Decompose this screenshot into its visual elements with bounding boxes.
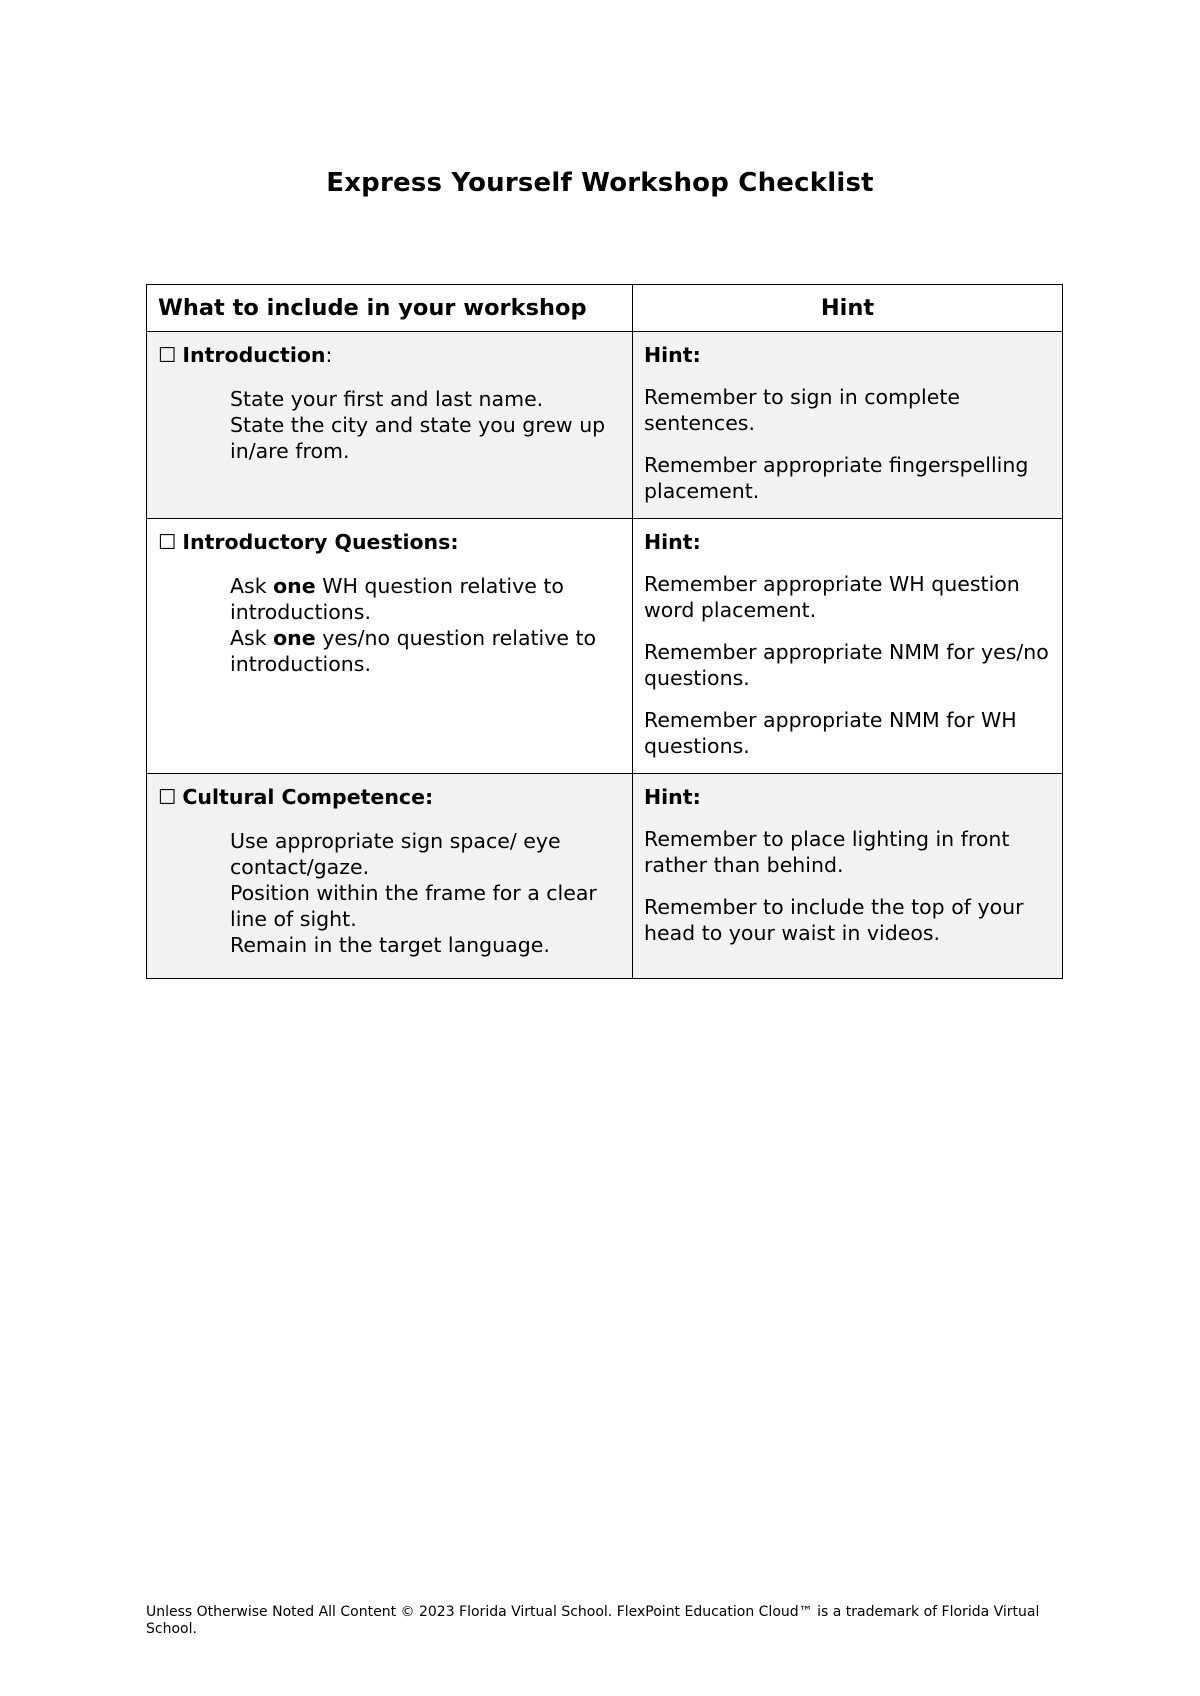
hint-text: Remember to include the top of your head to your waist in videos. bbox=[644, 895, 1024, 945]
table-row-cultural-competence bbox=[147, 774, 1063, 979]
item-emphasis: one bbox=[273, 626, 316, 650]
include-cell bbox=[147, 519, 633, 774]
checkbox-cultural-competence[interactable]: ☐ bbox=[158, 785, 177, 809]
checklist-items bbox=[158, 573, 621, 697]
table-header-row bbox=[147, 285, 1063, 332]
hint-text: Remember appropriate NMM for WH questions. bbox=[644, 708, 1017, 758]
hint-text: Remember appropriate NMM for yes/no questions. bbox=[644, 640, 1049, 690]
column-header-hint: Hint bbox=[633, 285, 1063, 332]
hint-cell bbox=[633, 519, 1063, 774]
list-item bbox=[230, 573, 621, 625]
section-heading bbox=[158, 784, 621, 810]
item-text: WH question relative to introductions. bbox=[230, 574, 564, 624]
table-row-introductory-questions bbox=[147, 519, 1063, 774]
list-item: Use appropriate sign space/ eye contact/gaze. bbox=[230, 829, 561, 879]
hint-label: Hint: bbox=[644, 343, 701, 367]
item-text: yes/no question relative to introductions. bbox=[230, 626, 597, 676]
section-heading bbox=[158, 529, 621, 555]
section-title-suffix: : bbox=[325, 343, 333, 367]
page-title: Express Yourself Workshop Checklist bbox=[326, 168, 874, 198]
section-title: Cultural Competence: bbox=[182, 785, 434, 809]
table-row-introduction bbox=[147, 332, 1063, 519]
include-cell bbox=[147, 332, 633, 519]
list-item: State the city and state you grew up in/are from. bbox=[230, 413, 606, 463]
hint-text: Remember to sign in complete sentences. bbox=[644, 385, 961, 435]
section-title: Introduction bbox=[182, 343, 326, 367]
column-header-include: What to include in your workshop bbox=[147, 285, 633, 332]
list-item bbox=[230, 625, 621, 677]
hint-text: Remember appropriate WH question word placement. bbox=[644, 572, 1020, 622]
checkbox-introductory-questions[interactable]: ☐ bbox=[158, 530, 177, 554]
hint-text: Remember to place lighting in front rather than behind. bbox=[644, 827, 1010, 877]
list-item: Remain in the target language. bbox=[230, 933, 550, 957]
hint-text: Remember appropriate fingerspelling placement. bbox=[644, 453, 1029, 503]
hint-cell bbox=[633, 774, 1063, 979]
footer-copyright: Unless Otherwise Noted All Content © 2023 Florida Virtual School. FlexPoint Education Cloud™ is a trademark of Florida Virtual School. bbox=[146, 1604, 1040, 1637]
item-text: Ask bbox=[230, 626, 274, 650]
include-cell bbox=[147, 774, 633, 979]
hint-cell bbox=[633, 332, 1063, 519]
checklist-table bbox=[146, 284, 1063, 979]
section-title: Introductory Questions: bbox=[182, 530, 459, 554]
section-heading bbox=[158, 342, 621, 368]
hint-label: Hint: bbox=[644, 785, 701, 809]
item-emphasis: one bbox=[273, 574, 316, 598]
item-text: Ask bbox=[230, 574, 274, 598]
checklist-items bbox=[158, 386, 621, 484]
checklist-items bbox=[158, 828, 621, 978]
checkbox-introduction[interactable]: ☐ bbox=[158, 343, 177, 367]
list-item: State your first and last name. bbox=[230, 387, 544, 411]
list-item: Position within the frame for a clear line of sight. bbox=[230, 881, 597, 931]
hint-label: Hint: bbox=[644, 530, 701, 554]
